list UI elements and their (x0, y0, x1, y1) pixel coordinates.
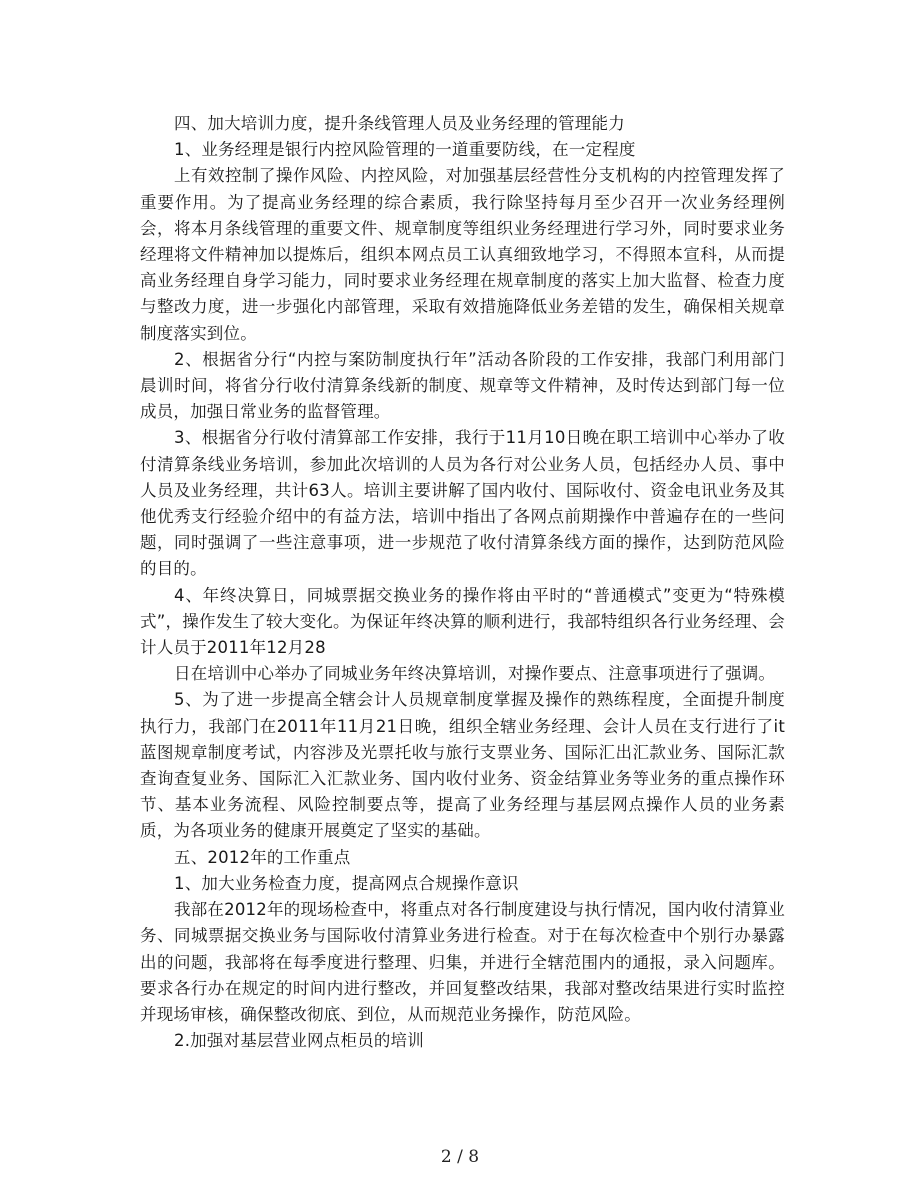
page-number: 2 / 8 (440, 1147, 480, 1167)
paragraph-item-5: 5、为了进一步提高全辖会计人员规章制度掌握及操作的熟练程度，全面提升制度执行力，我部门在2011年11月21日晚，组织全辖业务经理、会计人员在支行进行了it蓝图规章制度考试，内容涉及光票托收与旅行支票业务、国际汇出汇款业务、国际汇款查询查复业务、国际汇入汇款业务、国内收付业务、资金结算业务等业务的重点操作环节、基本业务流程、风险控制要点等，提高了业务经理与基层网点操作人员的业务素质，为各项业务的健康开展奠定了坚实的基础。 (140, 690, 785, 841)
section-heading-5: 五、2012年的工作重点 (174, 847, 351, 867)
paragraph-item-1-body: 上有效控制了操作风险、内控风险，对加强基层经营性分支机构的内控管理发挥了重要作用。为了提高业务经理的综合素质，我行除坚持每月至少召开一次业务经理例会，将本月条线管理的重要文件、规章制度等组织业务经理进行学习外，同时要求业务经理将文件精神加以提炼后，组织本网点员工认真细致地学习，不得照本宣科，从而提高业务经理自身学习能力，同时要求业务经理在规章制度的落实上加大监督、检查力度与整改力度，进一步强化内部管理，采取有效措施降低业务差错的发生，确保相关规章制度落实到位。 (140, 166, 785, 343)
section-heading-4: 四、加大培训力度，提升条线管理人员及业务经理的管理能力 (174, 114, 625, 133)
paragraph-item-3: 3、根据省分行收付清算部工作安排，我行于11月10日晚在职工培训中心举办了收付清算条线业务培训，参加此次培训的人员为各行对公业务人员，包括经办人员、事中人员及业务经理，共计63人。培训主要讲解了国内收付、国际收付、资金电讯业务及其他优秀支行经验介绍中的有益方法，培训中指出了各网点前期操作中普遍存在的一些问题，同时强调了一些注意事项，进一步规范了收付清算条线方面的操作，达到防范风险的目的。 (140, 428, 785, 579)
paragraph-item-4-continued: 日在培训中心举办了同城业务年终决算培训，对操作要点、注意事项进行了强调。 (174, 664, 776, 684)
paragraph-item-4: 4、年终决算日，同城票据交换业务的操作将由平时的“普通模式”变更为“特殊模式”，操作发生了较大变化。为保证年终决算的顺利进行，我部特组织各行业务经理、会计人员于2011年12月28 (140, 585, 785, 658)
paragraph-5-1-body: 我部在2012年的现场检查中，将重点对各行制度建设与执行情况，国内收付清算业务、同城票据交换业务与国际收付清算业务进行检查。对于在每次检查中个别行办暴露出的问题，我部将在每季度进行整理、归集，并进行全辖范围内的通报，录入问题库。要求各行办在规定的时间内进行整改，并回复整改结果，我部对整改结果进行实时监控并现场审核，确保整改彻底、到位，从而规范业务操作，防范风险。 (140, 900, 785, 1024)
subheading-5-1: 1、加大业务检查力度，提高网点合规操作意识 (174, 873, 519, 893)
subheading-5-2: 2.加强对基层营业网点柜员的培训 (174, 1031, 424, 1051)
document-body (140, 111, 785, 1054)
paragraph-item-2: 2、根据省分行“内控与案防制度执行年”活动各阶段的工作安排，我部门利用部门晨训时间，将省分行收付清算条线新的制度、规章等文件精神，及时传达到部门每一位成员，加强日常业务的监督管理。 (140, 349, 785, 422)
paragraph-item-1-lead: 1、业务经理是银行内控风险管理的一道重要防线，在一定程度 (174, 140, 636, 160)
